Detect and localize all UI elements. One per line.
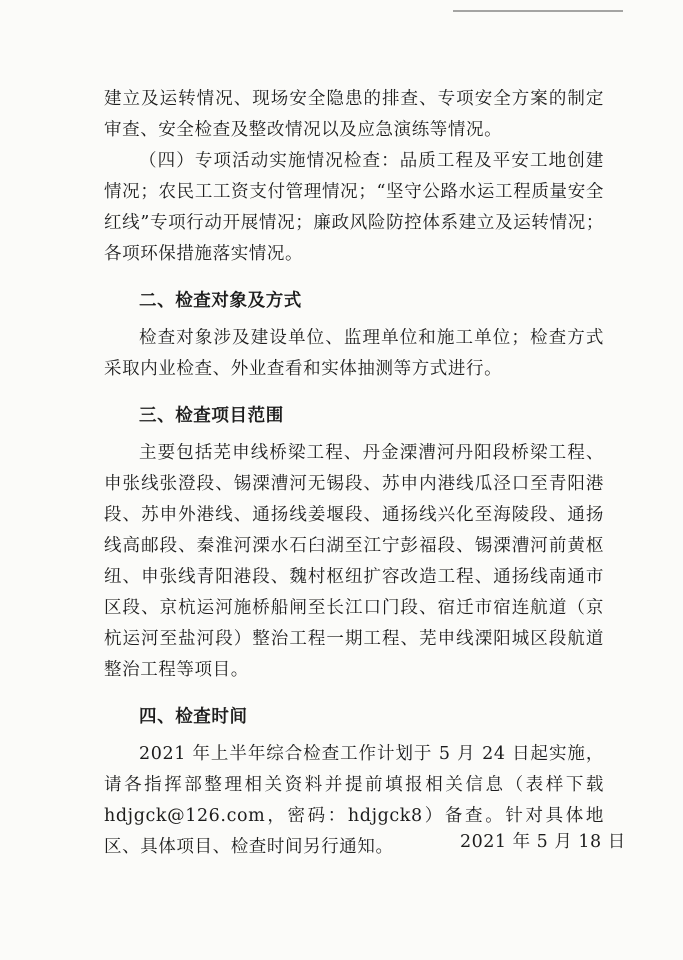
paragraph-inspection-time: 2021 年上半年综合检查工作计划于 5 月 24 日起实施，请各指挥部整理相关资料并提前填报相关信息（表样下载 hdjgck@126.com，密码：hdjgck8）备查。针对具体地区、具体项目、检查时间另行通知。: [104, 744, 604, 857]
document-body: [104, 84, 604, 863]
scan-edge-mark: [453, 0, 623, 12]
paragraph-inspection-targets: 检查对象涉及建设单位、监理单位和施工单位；检查方式采取内业检查、外业查看和实体抽测等方式进行。: [104, 328, 604, 379]
heading-inspection-time: 四、检查时间: [139, 707, 248, 727]
paragraph-safety-checks: 建立及运转情况、现场安全隐患的排查、专项安全方案的制定审查、安全检查及整改情况以及应急演练等情况。: [104, 89, 604, 140]
document-date: 2021 年 5 月 18 日: [460, 832, 626, 852]
paragraph-project-scope: 主要包括芜申线桥梁工程、丹金溧漕河丹阳段桥梁工程、申张线张澄段、锡溧漕河无锡段、苏申内港线瓜泾口至青阳港段、苏申外港线、通扬线姜堰段、通扬线兴化至海陵段、通扬线高邮段、秦淮河溧水石臼湖至江宁彭福段、锡溧漕河前黄枢纽、申张线青阳港段、魏村枢纽扩容改造工程、通扬线南通市区段、京杭运河施桥船闸至长江口门段、宿迁市宿连航道（京杭运河至盐河段）整治工程一期工程、芜申线溧阳城区段航道整治工程等项目。: [104, 443, 604, 680]
heading-inspection-targets: 二、检查对象及方式: [139, 291, 302, 311]
paragraph-special-activities: （四）专项活动实施情况检查：品质工程及平安工地创建情况；农民工工资支付管理情况；“坚守公路水运工程质量安全红线”专项行动开展情况；廉政风险防控体系建立及运转情况；各项环保措施落实情况。: [104, 151, 604, 264]
heading-project-scope: 三、检查项目范围: [139, 406, 284, 426]
